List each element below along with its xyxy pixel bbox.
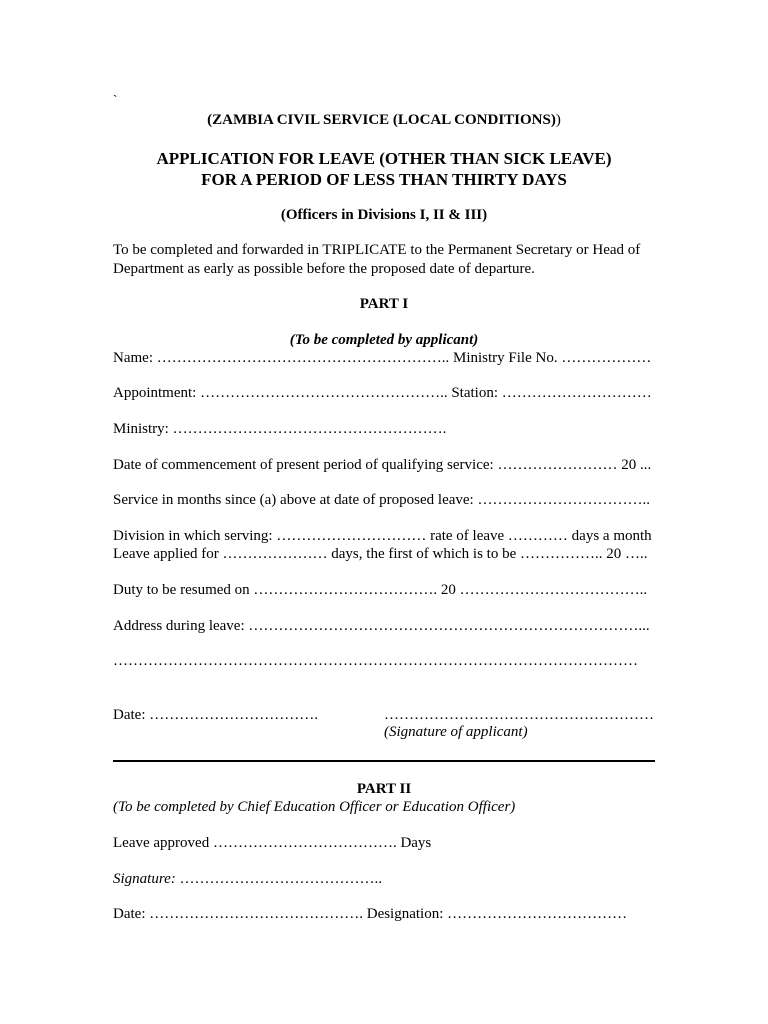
part2-heading: PART II [356,781,412,797]
part1-heading: PART I [359,296,409,312]
ministry-field[interactable]: Ministry: ………………………………………………. [113,421,447,437]
stray-mark: ` [113,92,118,107]
officers-note: (Officers in Divisions I, II & III) [280,207,488,223]
part1-subheading: (To be completed by applicant) [289,332,479,348]
name-field[interactable]: Name: ………………………………………………….. Ministry File No. ……………… [113,350,652,366]
form-title-line1: APPLICATION FOR LEAVE (OTHER THAN SICK LEAVE) [156,149,612,168]
section-divider [113,760,655,762]
service-heading-text: (ZAMBIA CIVIL SERVICE (LOCAL CONDITIONS) [207,112,556,128]
officer-signature-dots: ………………………………….. [175,871,383,887]
applicant-signature-field[interactable]: ……………………………………………… [384,707,654,723]
part2-subheading: (To be completed by Chief Education Officer or Education Officer) [113,799,516,815]
form-title-line2: FOR A PERIOD OF LESS THAN THIRTY DAYS [201,170,567,189]
service-heading-close: ) [555,112,561,128]
date-designation-field[interactable]: Date: ……………………………………. Designation: ……………………………… [113,906,628,922]
officer-signature-label: Signature: [113,871,176,887]
service-heading [113,111,655,129]
duty-resumed-field[interactable]: Duty to be resumed on ………………………………. 20 ……………………………….. [113,582,648,598]
service-months-field[interactable]: Service in months since (a) above at date of proposed leave: …………………………….. [113,492,650,508]
intro-line2: Department as early as possible before the proposed date of departure. [113,261,535,277]
leave-applied-field[interactable]: Leave applied for ………………… days, the first of which is to be …………….. 20 ….. [113,546,648,562]
applicant-date-field[interactable]: Date: ……………………………. [113,707,318,723]
applicant-signature-label: (Signature of applicant) [384,724,528,740]
division-field[interactable]: Division in which serving: ………………………… rate of leave ………… days a month [113,528,652,544]
address-field[interactable]: Address during leave: ……………………………………………………………………... [113,618,650,634]
leave-approved-field[interactable]: Leave approved ………………………………. Days [113,835,432,851]
commencement-field[interactable]: Date of commencement of present period of qualifying service: …………………… 20 ... [113,457,652,473]
address-continuation-field[interactable]: …………………………………………………………………………………………… [113,653,638,669]
intro-line1: To be completed and forwarded in TRIPLICATE to the Permanent Secretary or Head of [113,242,641,258]
officer-signature-field[interactable] [113,870,655,888]
appointment-field[interactable]: Appointment: ………………………………………….. Station: ………………………… [113,385,652,401]
